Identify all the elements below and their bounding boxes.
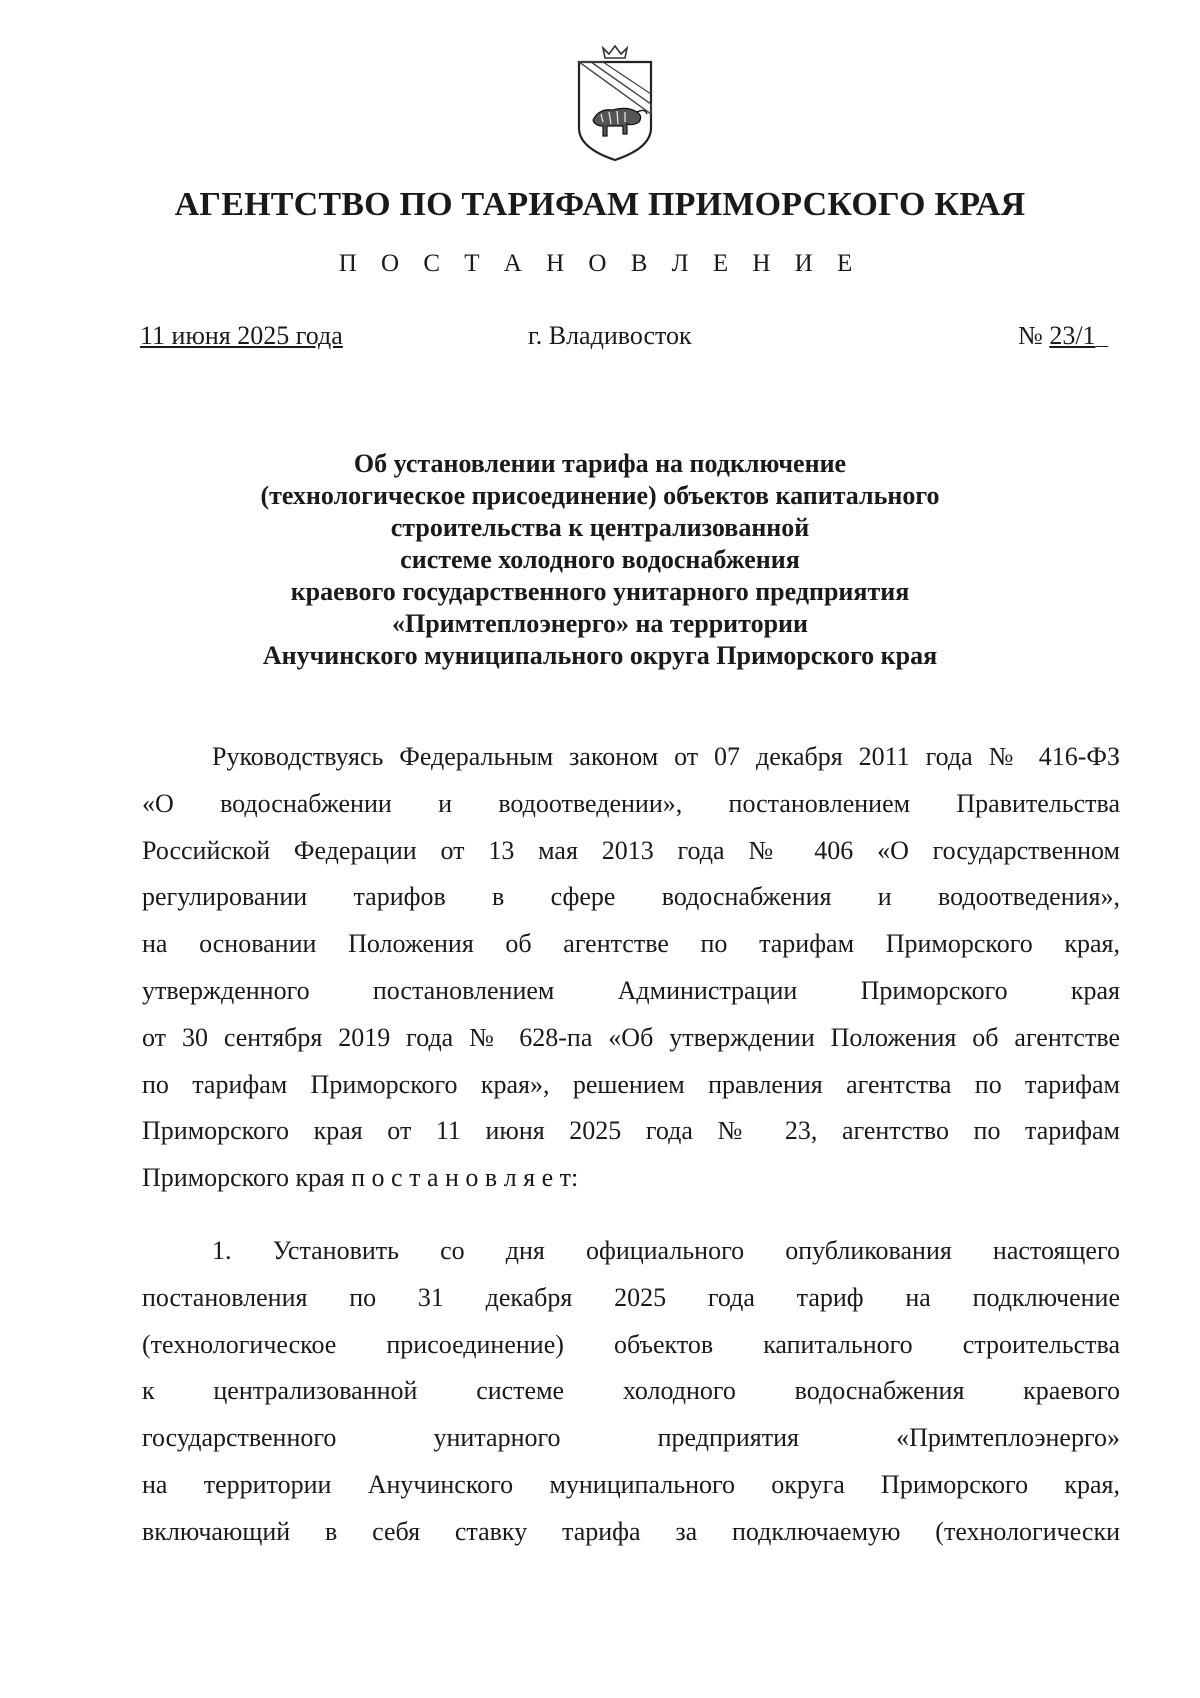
text-line: Приморского края от 11 июня 2025 года № 23, агентство по тарифам <box>142 1116 1120 1146</box>
text-line: на основании Положения об агентстве по тарифам Приморского края, <box>142 929 1120 959</box>
text-line: утвержденного постановлением Администрации Приморского края <box>142 975 1120 1005</box>
text-line: включающий в себя ставку тарифа за подключаемую (технологически <box>142 1516 1120 1546</box>
number-prefix: № <box>1018 321 1043 350</box>
text-line: к централизованной системе холодного водоснабжения краевого <box>142 1376 1120 1406</box>
document-number <box>1018 319 1108 353</box>
text-line: постановления по 31 декабря 2025 года тариф на подключение <box>142 1282 1120 1312</box>
number-underline <box>1096 320 1108 347</box>
title-line: «Примтеплоэнерго» на территории <box>392 609 808 638</box>
title-line: (технологическое присоединение) объектов капитального <box>260 481 940 510</box>
number-value: 23/1 <box>1049 321 1096 350</box>
title-line: Об установлении тарифа на подключение <box>353 449 847 478</box>
document-date: 11 июня 2025 года <box>140 321 343 350</box>
text-line: от 30 сентября 2019 года № 628-па «Об утверждении Положения об агентстве <box>142 1022 1120 1052</box>
text-line: Российской Федерации от 13 мая 2013 года № 406 «О государственном <box>142 835 1120 865</box>
document-title <box>180 448 1020 672</box>
clause-1-paragraph <box>142 1228 1120 1556</box>
title-line: строительства к централизованной <box>390 513 810 542</box>
title-line: Анучинского муниципального округа Приморского края <box>262 641 938 670</box>
text-line: по тарифам Приморского края», решением правления агентства по тарифам <box>142 1069 1120 1099</box>
text-line: «О водоснабжении и водоотведении», постановлением Правительства <box>142 788 1120 818</box>
coat-of-arms-icon <box>573 42 657 166</box>
agency-name: АГЕНТСТВО ПО ТАРИФАМ ПРИМОРСКОГО КРАЯ <box>174 186 1026 223</box>
text-line: Приморского края п о с т а н о в л я е т: <box>142 1163 579 1193</box>
document-type: П О С Т А Н О В Л Е Н И Е <box>338 250 862 277</box>
title-line: системе холодного водоснабжения <box>400 545 800 574</box>
text-line: 1. Установить со дня официального опубликования настоящего <box>212 1236 1120 1265</box>
title-line: краевого государственного унитарного предприятия <box>290 577 910 606</box>
text-line: регулировании тарифов в сфере водоснабжения и водоотведения», <box>142 882 1120 912</box>
text-line: Руководствуясь Федеральным законом от 07 декабря 2011 года № 416-ФЗ <box>212 742 1120 771</box>
preamble-paragraph <box>142 734 1120 1202</box>
document-city: г. Владивосток <box>528 321 692 350</box>
text-line: на территории Анучинского муниципального округа Приморского края, <box>142 1469 1120 1499</box>
text-line: (технологическое присоединение) объектов капитального строительства <box>142 1329 1120 1359</box>
text-line: государственного унитарного предприятия «Примтеплоэнерго» <box>142 1423 1120 1453</box>
